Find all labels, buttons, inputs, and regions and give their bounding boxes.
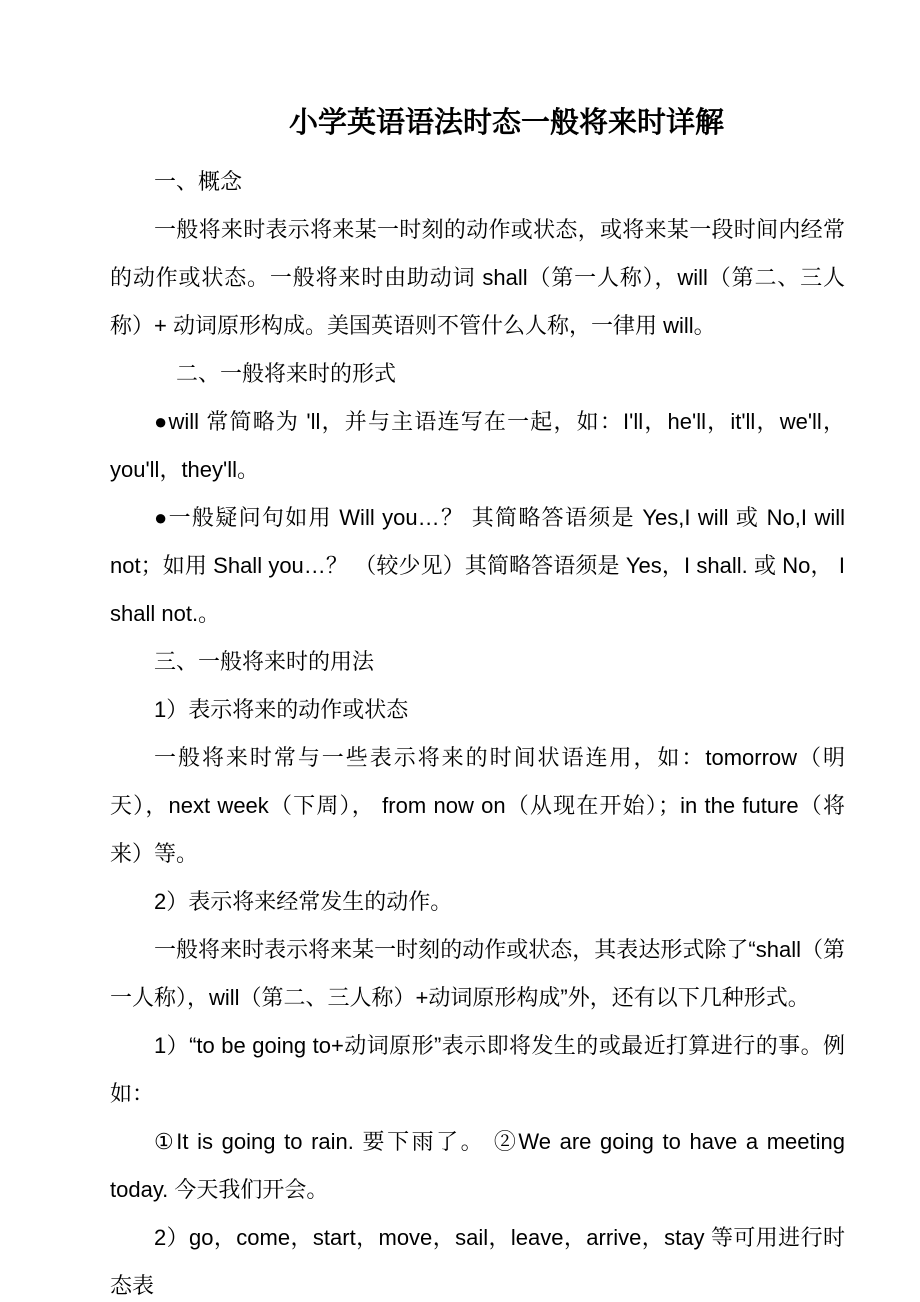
para-usage-2-body: 一般将来时表示将来某一时刻的动作或状态，其表达形式除了“shall（第一人称），will（第二、三人称）+动词原形构成”外，还有以下几种形式。 — [110, 937, 845, 1010]
para-form-1-going-to: 1）“to be going to+动词原形”表示即将发生的或最近打算进行的事。例如： — [110, 1033, 845, 1106]
para-usage-1-heading: 1）表示将来的动作或状态 — [154, 697, 409, 722]
section-1-heading: 一、概念 — [154, 169, 243, 194]
para-examples-going-to: ①It is going to rain. 要下雨了。 ②We are going to have a meeting today. 今天我们开会。 — [110, 1129, 845, 1202]
para-question-short-answers: ●一般疑问句如用 Will you…？ 其简略答语须是 Yes,I will 或 No,I will not；如用 Shall you…？ （较少见）其简略答语须是 Yes，I shall. 或 No， I shall not.。 — [110, 505, 845, 626]
para-concept-definition: 一般将来时表示将来某一时刻的动作或状态，或将来某一段时间内经常的动作或状态。一般将来时由助动词 shall（第一人称），will（第二、三人称）+ 动词原形构成。美国英语则不管什么人称，一律用 will。 — [110, 217, 845, 338]
para-form-2-progressive-verbs: 2）go，come，start，move，sail，leave，arrive，stay 等可用进行时态表 — [110, 1225, 845, 1298]
para-usage-1-body: 一般将来时常与一些表示将来的时间状语连用，如：tomorrow（明天），next week（下周）， from now on（从现在开始）；in the future（将来）等。 — [110, 745, 845, 866]
document-title: 小学英语语法时态一般将来时详解 — [288, 107, 724, 139]
para-usage-2-heading: 2）表示将来经常发生的动作。 — [154, 889, 453, 914]
section-2-heading: 二、一般将来时的形式 — [176, 361, 397, 386]
section-3-heading: 三、一般将来时的用法 — [154, 649, 375, 674]
para-will-contraction: ●will 常简略为 'll，并与主语连写在一起，如：I'll，he'll，it'll，we'll，you'll，they'll。 — [110, 409, 845, 482]
